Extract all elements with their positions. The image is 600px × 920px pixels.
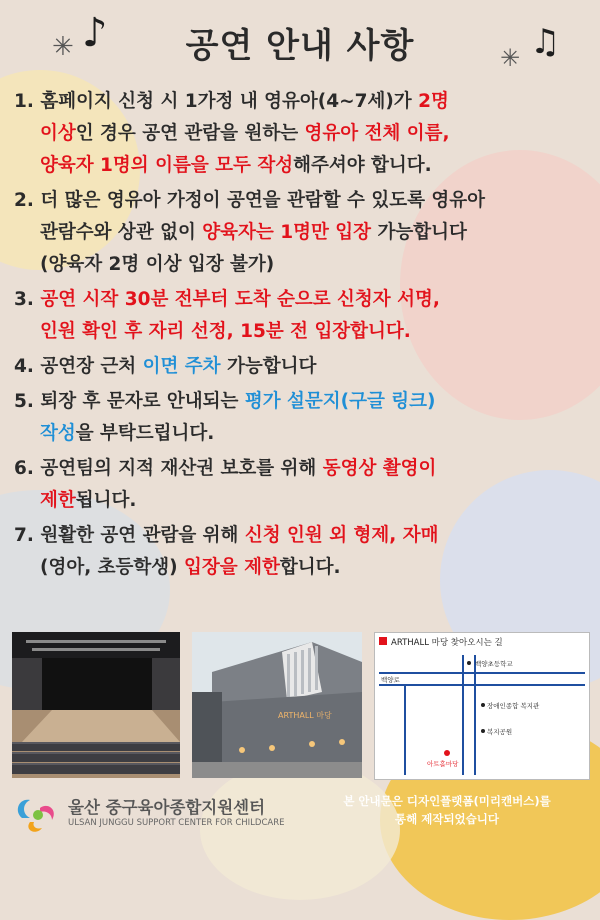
credit-line: 통해 제작되었습니다	[395, 812, 499, 826]
notice-text: (양육자 2명 이상 입장 불가)	[40, 254, 275, 275]
notice-list	[14, 86, 588, 587]
highlight-red-text: 영유아 전체 이름,	[304, 123, 450, 144]
highlight-red-text: 인원 확인 후 자리 선정, 15분 전 입장합니다.	[40, 321, 411, 342]
notice-line	[14, 249, 588, 281]
highlight-red-text: 2명	[418, 91, 449, 112]
design-credit	[322, 792, 572, 828]
map-label: 아트홀마당	[427, 760, 459, 768]
notice-line	[14, 316, 588, 348]
notice-item	[14, 86, 588, 182]
notice-text: 4. 공연장 근처	[14, 356, 143, 377]
org-name-english: ULSAN JUNGGU SUPPORT CENTER FOR CHILDCARE	[68, 818, 285, 828]
highlight-red-text: 동영상 촬영이	[322, 458, 437, 479]
highlight-red-text: 입장을 제한	[184, 557, 280, 578]
notice-line	[14, 485, 588, 517]
theater-interior-photo	[12, 632, 180, 778]
sparkle-icon: ✳	[500, 44, 521, 72]
music-note-icon: ♪	[82, 10, 108, 56]
notice-text: (영아, 초등학생)	[40, 557, 185, 578]
notice-line	[14, 552, 588, 584]
notice-line	[14, 520, 588, 552]
notice-line	[14, 150, 588, 182]
location-map	[374, 632, 590, 780]
notice-text: 을 부탁드립니다.	[75, 423, 215, 444]
notice-text: 2. 더 많은 영유아 가정이 공연을 관람할 수 있도록 영유아	[14, 190, 486, 211]
highlight-blue-text: 평가 설문지(구글 링크)	[244, 391, 436, 412]
notice-item	[14, 351, 588, 383]
notice-item	[14, 185, 588, 281]
notice-line	[14, 185, 588, 217]
notice-text: 관람수와 상관 없이	[40, 222, 203, 243]
notice-line	[14, 453, 588, 485]
notice-item	[14, 453, 588, 517]
map-label: 백양로	[381, 676, 400, 684]
map-title: ARTHALL 마당 찾아오시는 길	[391, 638, 503, 648]
notice-text: 됩니다.	[75, 490, 137, 511]
notice-text: 합니다.	[279, 557, 341, 578]
building-sign: ARTHALL 마당	[278, 711, 332, 720]
highlight-red-text: 공연 시작 30분 전부터 도착 순으로 신청자 서명,	[40, 289, 440, 310]
highlight-blue-text: 작성	[40, 423, 76, 444]
notice-text: 5. 퇴장 후 문자로 안내되는	[14, 391, 245, 412]
notice-item	[14, 386, 588, 450]
notice-line	[14, 86, 588, 118]
notice-item	[14, 284, 588, 348]
notice-text: 해주셔야 합니다.	[293, 155, 432, 176]
map-label: 장애인종합 복지관	[487, 702, 540, 710]
building-exterior-photo	[192, 632, 362, 778]
notice-line	[14, 418, 588, 450]
notice-text: 6. 공연팀의 지적 재산권 보호를 위해	[14, 458, 323, 479]
highlight-blue-text: 이면 주차	[142, 356, 221, 377]
background-blob	[200, 760, 400, 900]
highlight-red-text: 양육자는 1명만 입장	[202, 222, 372, 243]
map-label: 백양초등학교	[475, 660, 513, 668]
notice-text: 가능합니다	[220, 356, 317, 377]
notice-text: 인 경우 공연 관람을 원하는	[75, 123, 305, 144]
music-note-icon: ♫	[530, 22, 561, 62]
highlight-red-text: 양육자 1명의 이름을 모두 작성	[40, 155, 294, 176]
notice-text: 1. 홈페이지 신청 시 1가정 내 영유아(4~7세)가	[14, 91, 419, 112]
notice-line	[14, 386, 588, 418]
notice-line	[14, 217, 588, 249]
notice-text: 7. 원활한 공연 관람을 위해	[14, 525, 245, 546]
highlight-red-text: 제한	[40, 490, 76, 511]
highlight-red-text: 신청 인원 외 형제, 자매	[244, 525, 439, 546]
map-label: 복지공원	[487, 728, 513, 736]
notice-line	[14, 118, 588, 150]
org-name-korean: 울산 중구육아종합지원센터	[68, 798, 266, 817]
sparkle-icon: ✳	[52, 32, 74, 62]
page-title: 공연 안내 사항	[185, 26, 415, 66]
highlight-red-text: 이상	[40, 123, 76, 144]
notice-text: 가능합니다	[371, 222, 467, 243]
credit-line: 본 안내문은 디자인플랫폼(미리캔버스)를	[343, 794, 551, 808]
notice-line	[14, 284, 588, 316]
notice-line	[14, 351, 588, 383]
notice-text: 3.	[14, 289, 41, 310]
org-logo	[12, 788, 62, 838]
notice-item	[14, 520, 588, 584]
